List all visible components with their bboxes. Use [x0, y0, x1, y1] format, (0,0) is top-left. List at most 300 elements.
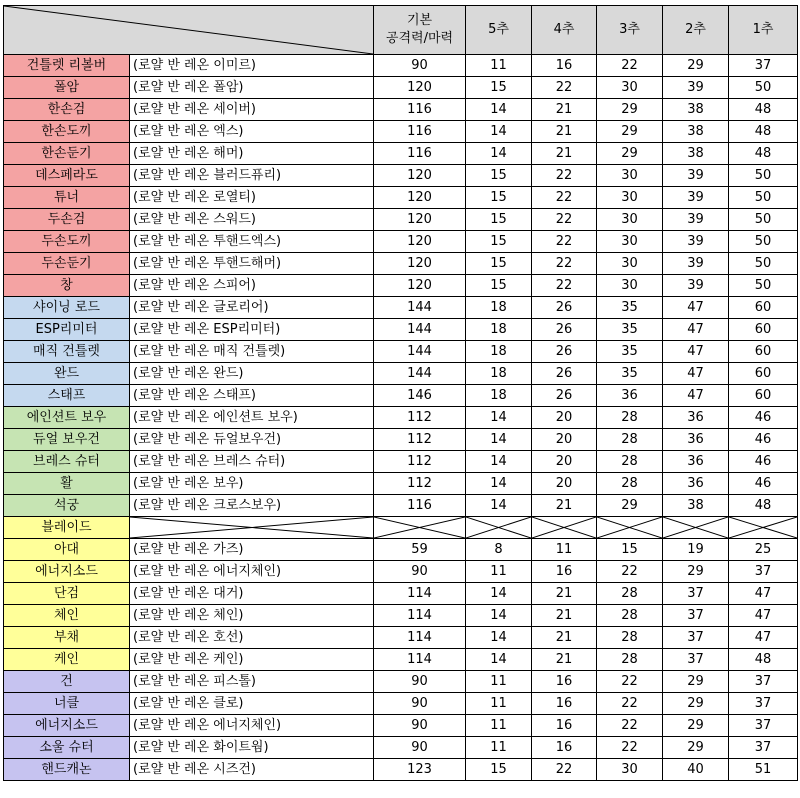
base-stat-cell: 116 — [374, 495, 466, 517]
tier-5-cell: 14 — [466, 495, 532, 517]
tier-2-cell: 47 — [663, 319, 729, 341]
header-tier-4: 4추 — [532, 6, 597, 55]
item-name-cell: (로얄 반 레온 로열티) — [130, 187, 374, 209]
base-stat-cell: 90 — [374, 561, 466, 583]
tier-2-cell: 47 — [663, 363, 729, 385]
tier-3-cell: 35 — [597, 363, 663, 385]
base-stat-cell: 112 — [374, 429, 466, 451]
weapon-type-cell: 두손둔기 — [4, 253, 130, 275]
item-name-cell: (로얄 반 레온 이미르) — [130, 55, 374, 77]
weapon-type-cell: 폴암 — [4, 77, 130, 99]
tier-1-cell: 51 — [729, 759, 798, 781]
tier-4-cell: 26 — [532, 363, 597, 385]
tier-3-cell: 15 — [597, 539, 663, 561]
item-name-cell: (로얄 반 레온 듀얼보우건) — [130, 429, 374, 451]
tier-3-cell: 35 — [597, 297, 663, 319]
base-stat-cell: 112 — [374, 407, 466, 429]
tier-4-cell: 26 — [532, 385, 597, 407]
tier-5-cell: 15 — [466, 231, 532, 253]
base-stat-cell: 120 — [374, 231, 466, 253]
tier-4-cell: 11 — [532, 539, 597, 561]
tier-3-cell: 35 — [597, 319, 663, 341]
weapon-type-cell: 소울 슈터 — [4, 737, 130, 759]
base-stat-cell: 146 — [374, 385, 466, 407]
base-stat-cell: 112 — [374, 451, 466, 473]
tier-4-cell: 16 — [532, 715, 597, 737]
tier-5-cell: 14 — [466, 143, 532, 165]
item-name-cell: (로얄 반 레온 보우) — [130, 473, 374, 495]
weapon-type-cell: 에인션트 보우 — [4, 407, 130, 429]
base-stat-cell: 144 — [374, 341, 466, 363]
tier-2-cell: 29 — [663, 561, 729, 583]
crossed-out-cell — [130, 517, 374, 539]
tier-3-cell: 22 — [597, 671, 663, 693]
tier-2-cell: 38 — [663, 99, 729, 121]
tier-2-cell: 38 — [663, 121, 729, 143]
table-row — [4, 165, 798, 187]
item-name-cell: (로얄 반 레온 글로리어) — [130, 297, 374, 319]
base-stat-cell: 144 — [374, 319, 466, 341]
base-stat-cell: 114 — [374, 583, 466, 605]
tier-2-cell: 29 — [663, 715, 729, 737]
tier-4-cell: 21 — [532, 605, 597, 627]
table-row — [4, 363, 798, 385]
table-row — [4, 539, 798, 561]
base-stat-cell: 114 — [374, 649, 466, 671]
tier-2-cell: 36 — [663, 429, 729, 451]
base-stat-cell: 59 — [374, 539, 466, 561]
tier-4-cell: 22 — [532, 165, 597, 187]
weapon-type-cell: 창 — [4, 275, 130, 297]
table-row — [4, 737, 798, 759]
table-row — [4, 693, 798, 715]
tier-2-cell: 29 — [663, 693, 729, 715]
base-stat-cell: 120 — [374, 165, 466, 187]
table-row — [4, 143, 798, 165]
table-row — [4, 121, 798, 143]
tier-4-cell: 22 — [532, 759, 597, 781]
base-stat-cell: 120 — [374, 275, 466, 297]
base-stat-cell: 114 — [374, 627, 466, 649]
cross-mark — [663, 517, 728, 538]
tier-5-cell: 14 — [466, 627, 532, 649]
tier-1-cell: 60 — [729, 385, 798, 407]
header-corner-cell — [4, 6, 374, 55]
tier-5-cell: 14 — [466, 451, 532, 473]
weapon-type-cell: 아대 — [4, 539, 130, 561]
tier-3-cell: 22 — [597, 737, 663, 759]
tier-4-cell: 21 — [532, 143, 597, 165]
tier-2-cell: 37 — [663, 605, 729, 627]
header-tier-5: 5추 — [466, 6, 532, 55]
tier-4-cell: 16 — [532, 671, 597, 693]
tier-1-cell: 50 — [729, 231, 798, 253]
tier-4-cell: 26 — [532, 319, 597, 341]
crossed-out-cell — [532, 517, 597, 539]
base-stat-cell: 120 — [374, 209, 466, 231]
tier-2-cell: 39 — [663, 231, 729, 253]
tier-1-cell: 48 — [729, 649, 798, 671]
cross-mark — [130, 517, 373, 538]
header-base-line2: 공격력/마력 — [385, 31, 454, 46]
tier-3-cell: 28 — [597, 407, 663, 429]
item-name-cell: (로얄 반 레온 투핸드해머) — [130, 253, 374, 275]
crossed-out-cell — [663, 517, 729, 539]
item-name-cell: (로얄 반 레온 클로) — [130, 693, 374, 715]
item-name-cell: (로얄 반 레온 에인션트 보우) — [130, 407, 374, 429]
item-name-cell: (로얄 반 레온 ESP리미터) — [130, 319, 374, 341]
tier-3-cell: 28 — [597, 429, 663, 451]
base-stat-cell: 144 — [374, 363, 466, 385]
diagonal-line — [4, 6, 373, 54]
tier-3-cell: 30 — [597, 209, 663, 231]
tier-2-cell: 38 — [663, 143, 729, 165]
tier-1-cell: 60 — [729, 341, 798, 363]
table-row — [4, 55, 798, 77]
tier-5-cell: 15 — [466, 209, 532, 231]
tier-3-cell: 30 — [597, 165, 663, 187]
header-base-attack — [374, 6, 466, 55]
tier-4-cell: 22 — [532, 231, 597, 253]
table-row — [4, 77, 798, 99]
tier-3-cell: 22 — [597, 561, 663, 583]
tier-2-cell: 36 — [663, 407, 729, 429]
tier-3-cell: 22 — [597, 693, 663, 715]
tier-2-cell: 39 — [663, 165, 729, 187]
tier-3-cell: 28 — [597, 583, 663, 605]
tier-1-cell: 50 — [729, 77, 798, 99]
tier-5-cell: 14 — [466, 605, 532, 627]
tier-5-cell: 15 — [466, 759, 532, 781]
tier-5-cell: 18 — [466, 363, 532, 385]
tier-1-cell: 50 — [729, 253, 798, 275]
base-stat-cell: 90 — [374, 671, 466, 693]
tier-1-cell: 60 — [729, 363, 798, 385]
tier-4-cell: 22 — [532, 275, 597, 297]
table-row — [4, 341, 798, 363]
tier-4-cell: 22 — [532, 253, 597, 275]
tier-1-cell: 37 — [729, 671, 798, 693]
tier-1-cell: 46 — [729, 407, 798, 429]
tier-4-cell: 20 — [532, 429, 597, 451]
tier-2-cell: 47 — [663, 341, 729, 363]
item-name-cell: (로얄 반 레온 체인) — [130, 605, 374, 627]
tier-2-cell: 39 — [663, 187, 729, 209]
weapon-type-cell: 데스페라도 — [4, 165, 130, 187]
table-row — [4, 649, 798, 671]
tier-4-cell: 21 — [532, 121, 597, 143]
tier-4-cell: 16 — [532, 55, 597, 77]
tier-5-cell: 14 — [466, 583, 532, 605]
tier-3-cell: 30 — [597, 759, 663, 781]
tier-3-cell: 30 — [597, 77, 663, 99]
item-name-cell: (로얄 반 레온 매직 건틀렛) — [130, 341, 374, 363]
tier-1-cell: 46 — [729, 451, 798, 473]
weapon-type-cell: 에너지소드 — [4, 561, 130, 583]
table-row — [4, 385, 798, 407]
tier-4-cell: 22 — [532, 209, 597, 231]
tier-2-cell: 47 — [663, 385, 729, 407]
weapon-type-cell: 체인 — [4, 605, 130, 627]
header-row — [4, 6, 798, 55]
tier-3-cell: 28 — [597, 649, 663, 671]
item-name-cell: (로얄 반 레온 피스톨) — [130, 671, 374, 693]
item-name-cell: (로얄 반 레온 투핸드엑스) — [130, 231, 374, 253]
weapon-type-cell: 부채 — [4, 627, 130, 649]
tier-4-cell: 16 — [532, 693, 597, 715]
base-stat-cell: 90 — [374, 737, 466, 759]
tier-3-cell: 36 — [597, 385, 663, 407]
item-name-cell: (로얄 반 레온 세이버) — [130, 99, 374, 121]
tier-1-cell: 48 — [729, 99, 798, 121]
tier-3-cell: 28 — [597, 473, 663, 495]
tier-3-cell: 28 — [597, 451, 663, 473]
table-row — [4, 473, 798, 495]
item-name-cell: (로얄 반 레온 시즈건) — [130, 759, 374, 781]
tier-4-cell: 21 — [532, 649, 597, 671]
tier-3-cell: 30 — [597, 275, 663, 297]
tier-5-cell: 14 — [466, 649, 532, 671]
tier-2-cell: 29 — [663, 671, 729, 693]
tier-4-cell: 21 — [532, 495, 597, 517]
weapon-type-cell: 건 — [4, 671, 130, 693]
weapon-stats-table — [3, 5, 798, 781]
item-name-cell: (로얄 반 레온 화이트웜) — [130, 737, 374, 759]
table-row — [4, 605, 798, 627]
table-row — [4, 297, 798, 319]
weapon-type-cell: 스태프 — [4, 385, 130, 407]
tier-3-cell: 29 — [597, 99, 663, 121]
tier-1-cell: 48 — [729, 121, 798, 143]
header-tier-1: 1추 — [729, 6, 798, 55]
tier-2-cell: 29 — [663, 55, 729, 77]
table-row — [4, 319, 798, 341]
table-row — [4, 517, 798, 539]
tier-1-cell: 37 — [729, 693, 798, 715]
weapon-type-cell: 석궁 — [4, 495, 130, 517]
tier-5-cell: 14 — [466, 407, 532, 429]
tier-1-cell: 25 — [729, 539, 798, 561]
base-stat-cell: 123 — [374, 759, 466, 781]
weapon-type-cell: 한손도끼 — [4, 121, 130, 143]
table-row — [4, 187, 798, 209]
tier-1-cell: 46 — [729, 473, 798, 495]
tier-4-cell: 22 — [532, 77, 597, 99]
base-stat-cell: 116 — [374, 99, 466, 121]
tier-3-cell: 28 — [597, 627, 663, 649]
tier-1-cell: 37 — [729, 715, 798, 737]
table-row — [4, 209, 798, 231]
item-name-cell: (로얄 반 레온 크로스보우) — [130, 495, 374, 517]
tier-2-cell: 29 — [663, 737, 729, 759]
item-name-cell: (로얄 반 레온 브레스 슈터) — [130, 451, 374, 473]
item-name-cell: (로얄 반 레온 대거) — [130, 583, 374, 605]
tier-1-cell: 37 — [729, 737, 798, 759]
base-stat-cell: 112 — [374, 473, 466, 495]
tier-1-cell: 50 — [729, 209, 798, 231]
item-name-cell: (로얄 반 레온 에너지체인) — [130, 715, 374, 737]
tier-2-cell: 39 — [663, 253, 729, 275]
base-stat-cell: 144 — [374, 297, 466, 319]
tier-4-cell: 20 — [532, 473, 597, 495]
item-name-cell: (로얄 반 레온 가즈) — [130, 539, 374, 561]
weapon-type-cell: 건틀렛 리볼버 — [4, 55, 130, 77]
weapon-type-cell: 한손검 — [4, 99, 130, 121]
weapon-type-cell: 블레이드 — [4, 517, 130, 539]
tier-5-cell: 15 — [466, 77, 532, 99]
tier-2-cell: 38 — [663, 495, 729, 517]
tier-1-cell: 37 — [729, 561, 798, 583]
tier-4-cell: 22 — [532, 187, 597, 209]
weapon-type-cell: 튜너 — [4, 187, 130, 209]
tier-1-cell: 48 — [729, 143, 798, 165]
tier-4-cell: 20 — [532, 451, 597, 473]
table-row — [4, 759, 798, 781]
weapon-type-cell: 단검 — [4, 583, 130, 605]
tier-1-cell: 48 — [729, 495, 798, 517]
item-name-cell: (로얄 반 레온 스피어) — [130, 275, 374, 297]
tier-1-cell: 50 — [729, 275, 798, 297]
table-row — [4, 715, 798, 737]
base-stat-cell: 90 — [374, 715, 466, 737]
cross-mark — [597, 517, 662, 538]
base-stat-cell: 116 — [374, 143, 466, 165]
tier-5-cell: 15 — [466, 253, 532, 275]
tier-2-cell: 37 — [663, 649, 729, 671]
tier-5-cell: 18 — [466, 297, 532, 319]
cross-mark — [532, 517, 596, 538]
header-tier-3: 3추 — [597, 6, 663, 55]
tier-4-cell: 16 — [532, 561, 597, 583]
crossed-out-cell — [597, 517, 663, 539]
tier-5-cell: 18 — [466, 319, 532, 341]
base-stat-cell: 120 — [374, 187, 466, 209]
tier-1-cell: 60 — [729, 319, 798, 341]
tier-5-cell: 11 — [466, 671, 532, 693]
cross-mark — [374, 517, 465, 538]
weapon-type-cell: 샤이닝 로드 — [4, 297, 130, 319]
table-row — [4, 671, 798, 693]
item-name-cell: (로얄 반 레온 완드) — [130, 363, 374, 385]
tier-2-cell: 37 — [663, 627, 729, 649]
base-stat-cell: 120 — [374, 77, 466, 99]
tier-1-cell: 47 — [729, 583, 798, 605]
tier-5-cell: 11 — [466, 55, 532, 77]
table-row — [4, 429, 798, 451]
tier-5-cell: 11 — [466, 561, 532, 583]
tier-5-cell: 14 — [466, 429, 532, 451]
tier-3-cell: 35 — [597, 341, 663, 363]
weapon-type-cell: ESP리미터 — [4, 319, 130, 341]
tier-5-cell: 11 — [466, 693, 532, 715]
base-stat-cell: 120 — [374, 253, 466, 275]
table-row — [4, 495, 798, 517]
item-name-cell: (로얄 반 레온 스태프) — [130, 385, 374, 407]
tier-2-cell: 36 — [663, 451, 729, 473]
weapon-type-cell: 완드 — [4, 363, 130, 385]
tier-2-cell: 39 — [663, 77, 729, 99]
tier-5-cell: 11 — [466, 715, 532, 737]
tier-4-cell: 21 — [532, 99, 597, 121]
tier-5-cell: 18 — [466, 341, 532, 363]
base-stat-cell: 116 — [374, 121, 466, 143]
weapon-type-cell: 듀얼 보우건 — [4, 429, 130, 451]
tier-2-cell: 39 — [663, 209, 729, 231]
tier-1-cell: 50 — [729, 187, 798, 209]
crossed-out-cell — [729, 517, 798, 539]
weapon-type-cell: 두손도끼 — [4, 231, 130, 253]
table-row — [4, 583, 798, 605]
table-row — [4, 275, 798, 297]
tier-2-cell: 47 — [663, 297, 729, 319]
tier-2-cell: 37 — [663, 583, 729, 605]
header-base-line1: 기본 — [406, 13, 433, 28]
weapon-type-cell: 핸드캐논 — [4, 759, 130, 781]
item-name-cell: (로얄 반 레온 케인) — [130, 649, 374, 671]
header-tier-2: 2추 — [663, 6, 729, 55]
tier-1-cell: 47 — [729, 605, 798, 627]
weapon-type-cell: 너클 — [4, 693, 130, 715]
tier-3-cell: 28 — [597, 605, 663, 627]
base-stat-cell: 90 — [374, 693, 466, 715]
weapon-type-cell: 매직 건틀렛 — [4, 341, 130, 363]
table-row — [4, 561, 798, 583]
tier-3-cell: 29 — [597, 495, 663, 517]
item-name-cell: (로얄 반 레온 엑스) — [130, 121, 374, 143]
item-name-cell: (로얄 반 레온 해머) — [130, 143, 374, 165]
table-row — [4, 627, 798, 649]
tier-4-cell: 26 — [532, 297, 597, 319]
tier-4-cell: 16 — [532, 737, 597, 759]
tier-2-cell: 19 — [663, 539, 729, 561]
tier-3-cell: 29 — [597, 143, 663, 165]
tier-4-cell: 21 — [532, 627, 597, 649]
item-name-cell: (로얄 반 레온 폴암) — [130, 77, 374, 99]
tier-3-cell: 30 — [597, 253, 663, 275]
tier-5-cell: 15 — [466, 275, 532, 297]
tier-5-cell: 11 — [466, 737, 532, 759]
table-row — [4, 451, 798, 473]
tier-2-cell: 39 — [663, 275, 729, 297]
base-stat-cell: 90 — [374, 55, 466, 77]
weapon-type-cell: 케인 — [4, 649, 130, 671]
tier-3-cell: 22 — [597, 715, 663, 737]
tier-5-cell: 14 — [466, 121, 532, 143]
weapon-type-cell: 활 — [4, 473, 130, 495]
tier-1-cell: 46 — [729, 429, 798, 451]
cross-mark — [466, 517, 531, 538]
tier-3-cell: 30 — [597, 187, 663, 209]
tier-5-cell: 14 — [466, 99, 532, 121]
crossed-out-cell — [374, 517, 466, 539]
tier-5-cell: 8 — [466, 539, 532, 561]
table-row — [4, 99, 798, 121]
tier-1-cell: 47 — [729, 627, 798, 649]
weapon-type-cell: 한손둔기 — [4, 143, 130, 165]
weapon-type-cell: 두손검 — [4, 209, 130, 231]
tier-1-cell: 50 — [729, 165, 798, 187]
tier-5-cell: 14 — [466, 473, 532, 495]
table-row — [4, 231, 798, 253]
weapon-type-cell: 에너지소드 — [4, 715, 130, 737]
tier-1-cell: 37 — [729, 55, 798, 77]
item-name-cell: (로얄 반 레온 호선) — [130, 627, 374, 649]
cross-mark — [729, 517, 797, 538]
tier-3-cell: 29 — [597, 121, 663, 143]
table-row — [4, 253, 798, 275]
weapon-type-cell: 브레스 슈터 — [4, 451, 130, 473]
tier-4-cell: 26 — [532, 341, 597, 363]
